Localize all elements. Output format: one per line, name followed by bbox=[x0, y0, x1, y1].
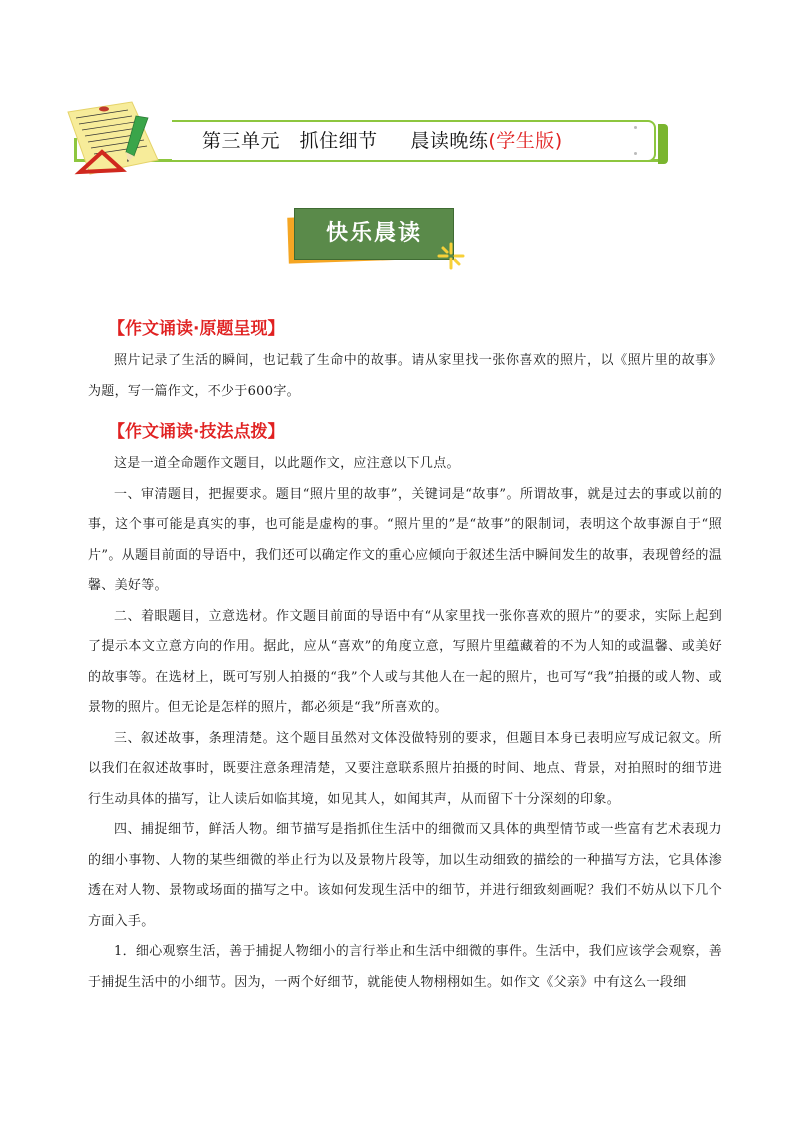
series-label: 晨读晚练 bbox=[410, 130, 489, 152]
paragraph: 四、捕捉细节，鲜活人物。细节描写是指抓住生活中的细微而又具体的典型情节或一些富有艺术表现力的细小事物、人物的某些细微的举止行为以及景物片段等，加以生动细致的描绘的一种描写方法，它具体渗透在对人物、景物或场面的描写之中。该如何发现生活中的细节，并进行细致刻画呢？我们不妨从以下几个方面入手。 bbox=[88, 822, 722, 929]
paragraph: 三、叙述故事，条理清楚。这个题目虽然对文体没做特别的要求，但题目本身已表明应写成记叙文。所以我们在叙述故事时，既要注意条理清楚，又要注意联系照片拍摄的时间、地点、背景，对拍照时的细节进行生动具体的描写，让人读后如临其境，如见其人，如闻其声，从而留下十分深刻的印象。 bbox=[88, 730, 722, 807]
banner-dot bbox=[634, 126, 637, 129]
paragraph: 1．细心观察生活，善于捕捉人物细小的言行举止和生活中细微的事件。生活中，我们应该学会观察，善于捕捉生活中的小细节。因为，一两个好细节，就能使人物栩栩如生。如作文《父亲》中有这么一段细 bbox=[88, 944, 722, 990]
badge-panel bbox=[294, 208, 454, 260]
section-heading: 【作文诵读·技法点拨】 bbox=[108, 422, 285, 442]
section-heading: 【作文诵读·原题呈现】 bbox=[108, 319, 285, 339]
paragraph: 照片记录了生活的瞬间，也记载了生命中的故事。请从家里找一张你喜欢的照片，以《照片里的故事》为题，写一篇作文，不少于600字。 bbox=[88, 353, 722, 399]
badge-label: 快乐晨读 bbox=[325, 221, 422, 246]
document-body bbox=[88, 312, 722, 998]
sparkle-icon bbox=[436, 241, 466, 271]
banner-dot bbox=[634, 152, 637, 155]
edition-label: (学生版) bbox=[488, 130, 563, 152]
page-title bbox=[202, 126, 563, 153]
paragraph: 二、着眼题目，立意选材。作文题目前面的导语中有“从家里找一张你喜欢的照片”的要求，实际上起到了提示本文立意方向的作用。据此，应从“喜欢”的角度立意，写照片里蕴藏着的不为人知的或温馨、或美好的故事等。在选材上，既可写别人拍摄的“我”个人或与其他人在一起的照片，也可写“我”拍摄的或人物、或景物的照片。但无论是怎样的照片，都必须是“我”所喜欢的。 bbox=[88, 608, 722, 715]
paragraph: 这是一道全命题作文题目，以此题作文，应注意以下几点。 bbox=[114, 456, 460, 471]
paragraph: 一、审清题目，把握要求。题目“照片里的故事”，关键词是“故事”。所谓故事，就是过去的事或以前的事，这个事可能是真实的事，也可能是虚构的事。“照片里的”是“故事”的限制词，表明这个故事源自于“照片”。从题目前面的导语中，我们还可以确定作文的重心应倾向于叙述生活中瞬间发生的故事，表现曾经的温馨、美好等。 bbox=[88, 486, 722, 593]
topic-label: 抓住细节 bbox=[299, 130, 378, 152]
banner-frame-shadow bbox=[658, 124, 668, 164]
notepad-pencil-ruler-icon bbox=[62, 98, 172, 178]
header-banner bbox=[62, 98, 674, 170]
section-badge bbox=[286, 203, 454, 267]
section-original-prompt bbox=[88, 312, 722, 407]
unit-label: 第三单元 bbox=[202, 130, 281, 152]
section-technique-tips bbox=[88, 415, 722, 998]
